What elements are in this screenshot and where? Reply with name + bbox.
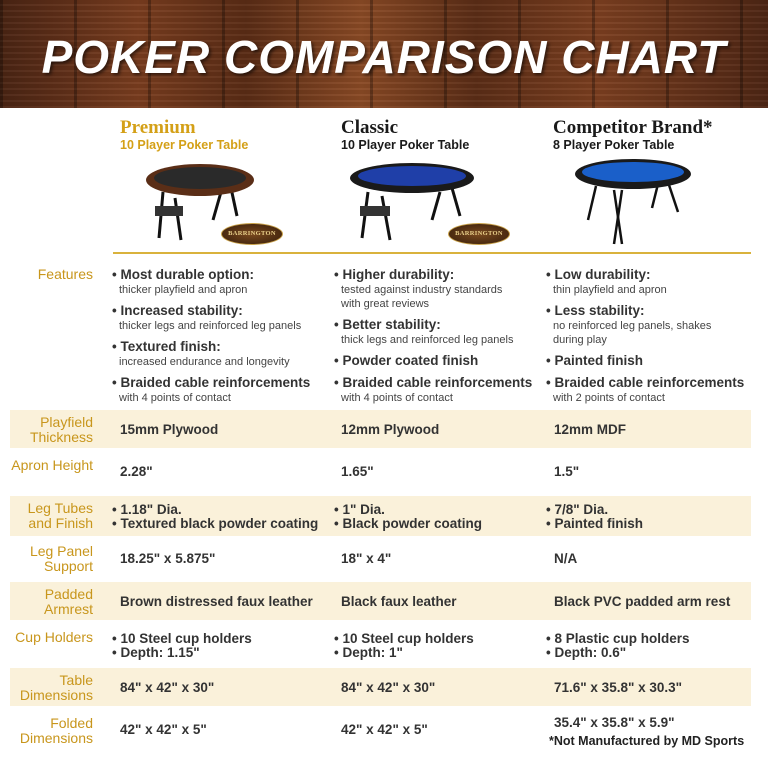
feature-item [334,317,549,347]
barrington-logo: BARRINGTON [448,223,510,245]
row-label-dimensions: Table Dimensions [19,672,93,703]
feature-desc: no reinforced leg panels, shakes during play [553,320,712,346]
feature-item [334,375,549,405]
value-cell: • 1" Dia. [334,502,385,517]
feature-head: • Low durability: [546,267,651,282]
feature-desc: thick legs and reinforced leg panels [341,334,514,346]
feature-item [112,339,327,369]
value-cell: 42" x 42" x 5" [120,722,207,737]
product-name: Competitor Brand* [553,117,713,138]
feature-item [546,353,761,369]
feature-item [546,375,761,405]
feature-desc: tested against industry standards with great reviews [341,284,503,310]
feature-head: • Braided cable reinforcements [334,375,533,390]
footnote: *Not Manufactured by MD Sports [549,734,745,748]
feature-desc: with 2 points of contact [553,392,665,404]
value-cell: 1.5" [554,464,580,479]
value-cell: N/A [554,551,578,566]
feature-head: • Braided cable reinforcements [112,375,311,390]
row-label-features: Features [37,266,93,282]
product-competitor-header [553,118,713,153]
value-cell: 84" x 42" x 30" [120,680,215,695]
header-divider [113,252,751,254]
feature-item [546,303,761,347]
feature-head: • Braided cable reinforcements [546,375,745,390]
feature-item [112,267,327,297]
value-cell: 71.6" x 35.8" x 30.3" [554,680,683,695]
value-cell: • Depth: 0.6" [546,645,627,660]
page-title: POKER COMPARISON CHART [41,31,727,83]
value-cell: 84" x 42" x 30" [341,680,436,695]
product-subtitle: 8 Player Poker Table [553,138,675,152]
feature-desc: with 4 points of contact [341,392,453,404]
value-cell: Black PVC padded arm rest [554,594,731,609]
value-cell: • 1.18" Dia. [112,502,182,517]
feature-head: • Painted finish [546,353,643,368]
feature-head: • Better stability: [334,317,441,332]
product-subtitle: 10 Player Poker Table [341,138,470,152]
product-name: Classic [341,117,398,138]
product-premium-header [120,118,248,153]
value-cell: • Textured black powder coating [112,516,319,531]
value-cell: 1.65" [341,464,374,479]
features-classic [334,267,549,411]
features-competitor [546,267,761,411]
feature-head: • Powder coated finish [334,353,479,368]
value-cell: • 7/8" Dia. [546,502,609,517]
row-label-folded: Folded Dimensions [19,715,93,746]
row-label-apron: Apron Height [11,457,93,473]
product-name: Premium [120,117,196,138]
row-label-legtubes: Leg Tubes and Finish [27,500,93,531]
feature-head: • Higher durability: [334,267,455,282]
value-cell: 12mm Plywood [341,422,440,437]
value-cell: 35.4" x 35.8" x 5.9" [554,715,675,730]
value-cell: 18.25" x 5.875" [120,551,216,566]
value-cell: • 10 Steel cup holders [334,631,474,646]
feature-item [546,267,761,297]
feature-item [112,375,327,405]
value-cell: Brown distressed faux leather [120,594,313,609]
value-cell: 12mm MDF [554,422,627,437]
value-cell: • 10 Steel cup holders [112,631,252,646]
value-cell: • Painted finish [546,516,643,531]
feature-desc: increased endurance and longevity [119,356,290,368]
value-cell: • 8 Plastic cup holders [546,631,690,646]
feature-item [112,303,327,333]
value-cell: 18" x 4" [341,551,392,566]
row-label-playfield: Playfield Thickness [29,414,93,445]
header-banner [0,0,768,108]
feature-desc: with 4 points of contact [119,392,231,404]
feature-head: • Textured finish: [112,339,221,354]
value-cell: 15mm Plywood [120,422,219,437]
value-cell: Black faux leather [341,594,457,609]
value-cell: • Black powder coating [334,516,483,531]
feature-desc: thin playfield and apron [553,284,667,296]
feature-desc: thicker playfield and apron [119,284,248,296]
feature-item [334,353,549,369]
row-label-cups: Cup Holders [15,629,93,645]
features-premium [112,267,327,411]
value-cell: 42" x 42" x 5" [341,722,428,737]
competitor-table-image [574,158,692,246]
row-label-legpanel: Leg Panel Support [29,543,93,574]
feature-desc: thicker legs and reinforced leg panels [119,320,302,332]
barrington-logo: BARRINGTON [221,223,283,245]
feature-head: • Less stability: [546,303,645,318]
row-label-armrest: Padded Armrest [44,586,93,617]
feature-head: • Most durable option: [112,267,254,282]
product-subtitle: 10 Player Poker Table [120,138,249,152]
feature-item [334,267,549,311]
feature-head: • Increased stability: [112,303,243,318]
value-cell: • Depth: 1" [334,645,403,660]
value-cell: • Depth: 1.15" [112,645,200,660]
value-cell: 2.28" [120,464,153,479]
product-classic-header [341,118,469,153]
